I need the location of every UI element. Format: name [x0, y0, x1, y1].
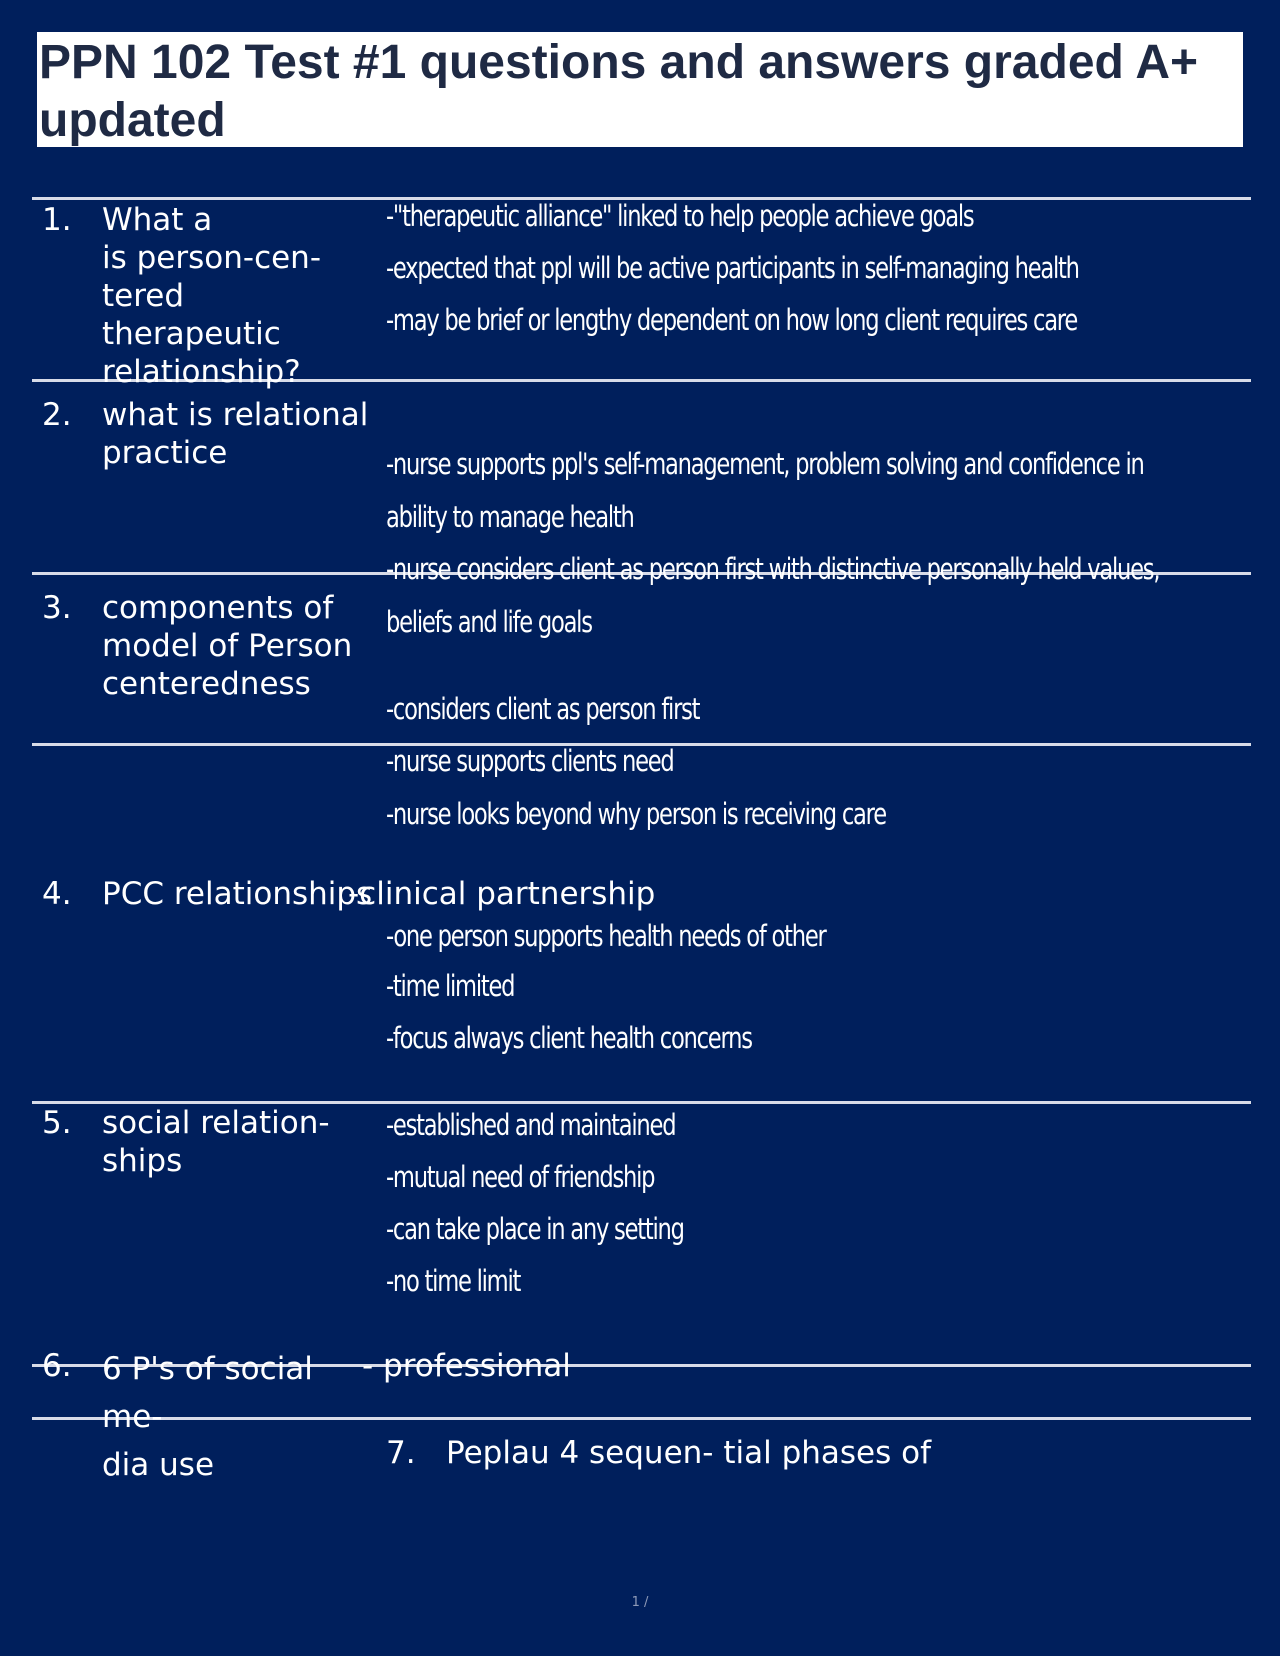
page-indicator: 1 / — [631, 1595, 649, 1610]
question-number: 3. — [42, 590, 72, 626]
answer-line: -nurse supports clients need — [386, 744, 674, 778]
question-number: 4. — [42, 876, 72, 912]
answer-line: -focus always client health concerns — [386, 1021, 752, 1055]
answer-line: -nurse looks beyond why person is receiving care — [386, 797, 886, 831]
answer-line: -nurse supports ppl's self-management, problem solving and confidence in — [386, 447, 1144, 481]
answer-line: ability to manage health — [386, 500, 634, 534]
question-number: 6. — [42, 1348, 72, 1384]
answer-line: -mutual need of friendship — [386, 1160, 655, 1194]
question-text: components of model of Person centeredness — [102, 590, 353, 702]
question-number: 5. — [42, 1105, 72, 1141]
question-text: Peplau 4 sequen- tial phases of — [446, 1435, 931, 1471]
answer-line: -no time limit — [386, 1264, 521, 1298]
inline-answer: -clinical partnership — [348, 876, 656, 912]
answer-line: beliefs and life goals — [386, 605, 592, 639]
inline-answer: - professional — [362, 1348, 571, 1384]
answer-line: -considers client as person first — [386, 692, 700, 726]
page-title: PPN 102 Test #1 questions and answers graded A+ updated — [39, 36, 1199, 147]
question-text: social relation- ships — [102, 1105, 330, 1179]
answer-line: -one person supports health needs of other — [386, 919, 826, 953]
answer-line: -may be brief or lengthy dependent on how long client requires care — [386, 303, 1078, 337]
question-text: what is relational practice — [102, 397, 369, 471]
question-number: 2. — [42, 397, 72, 433]
question-text: PCC relationships — [102, 876, 373, 912]
answer-line: -can take place in any setting — [386, 1212, 684, 1246]
answer-line: -time limited — [386, 969, 515, 1003]
question-number: 1. — [42, 202, 72, 238]
question-text: 6 P's of social me- dia use — [102, 1351, 313, 1483]
answer-line: -established and maintained — [386, 1108, 676, 1142]
answer-line: -nurse considers client as person first with distinctive personally held values, — [386, 552, 1160, 586]
question-number: 7. — [386, 1435, 416, 1471]
answer-line: -"therapeutic alliance" linked to help people achieve goals — [386, 199, 974, 233]
title-box — [37, 32, 1243, 147]
answer-line: -expected that ppl will be active participants in self-managing health — [386, 251, 1079, 285]
question-text: What a is person-cen- tered therapeutic relationship? — [102, 202, 322, 390]
